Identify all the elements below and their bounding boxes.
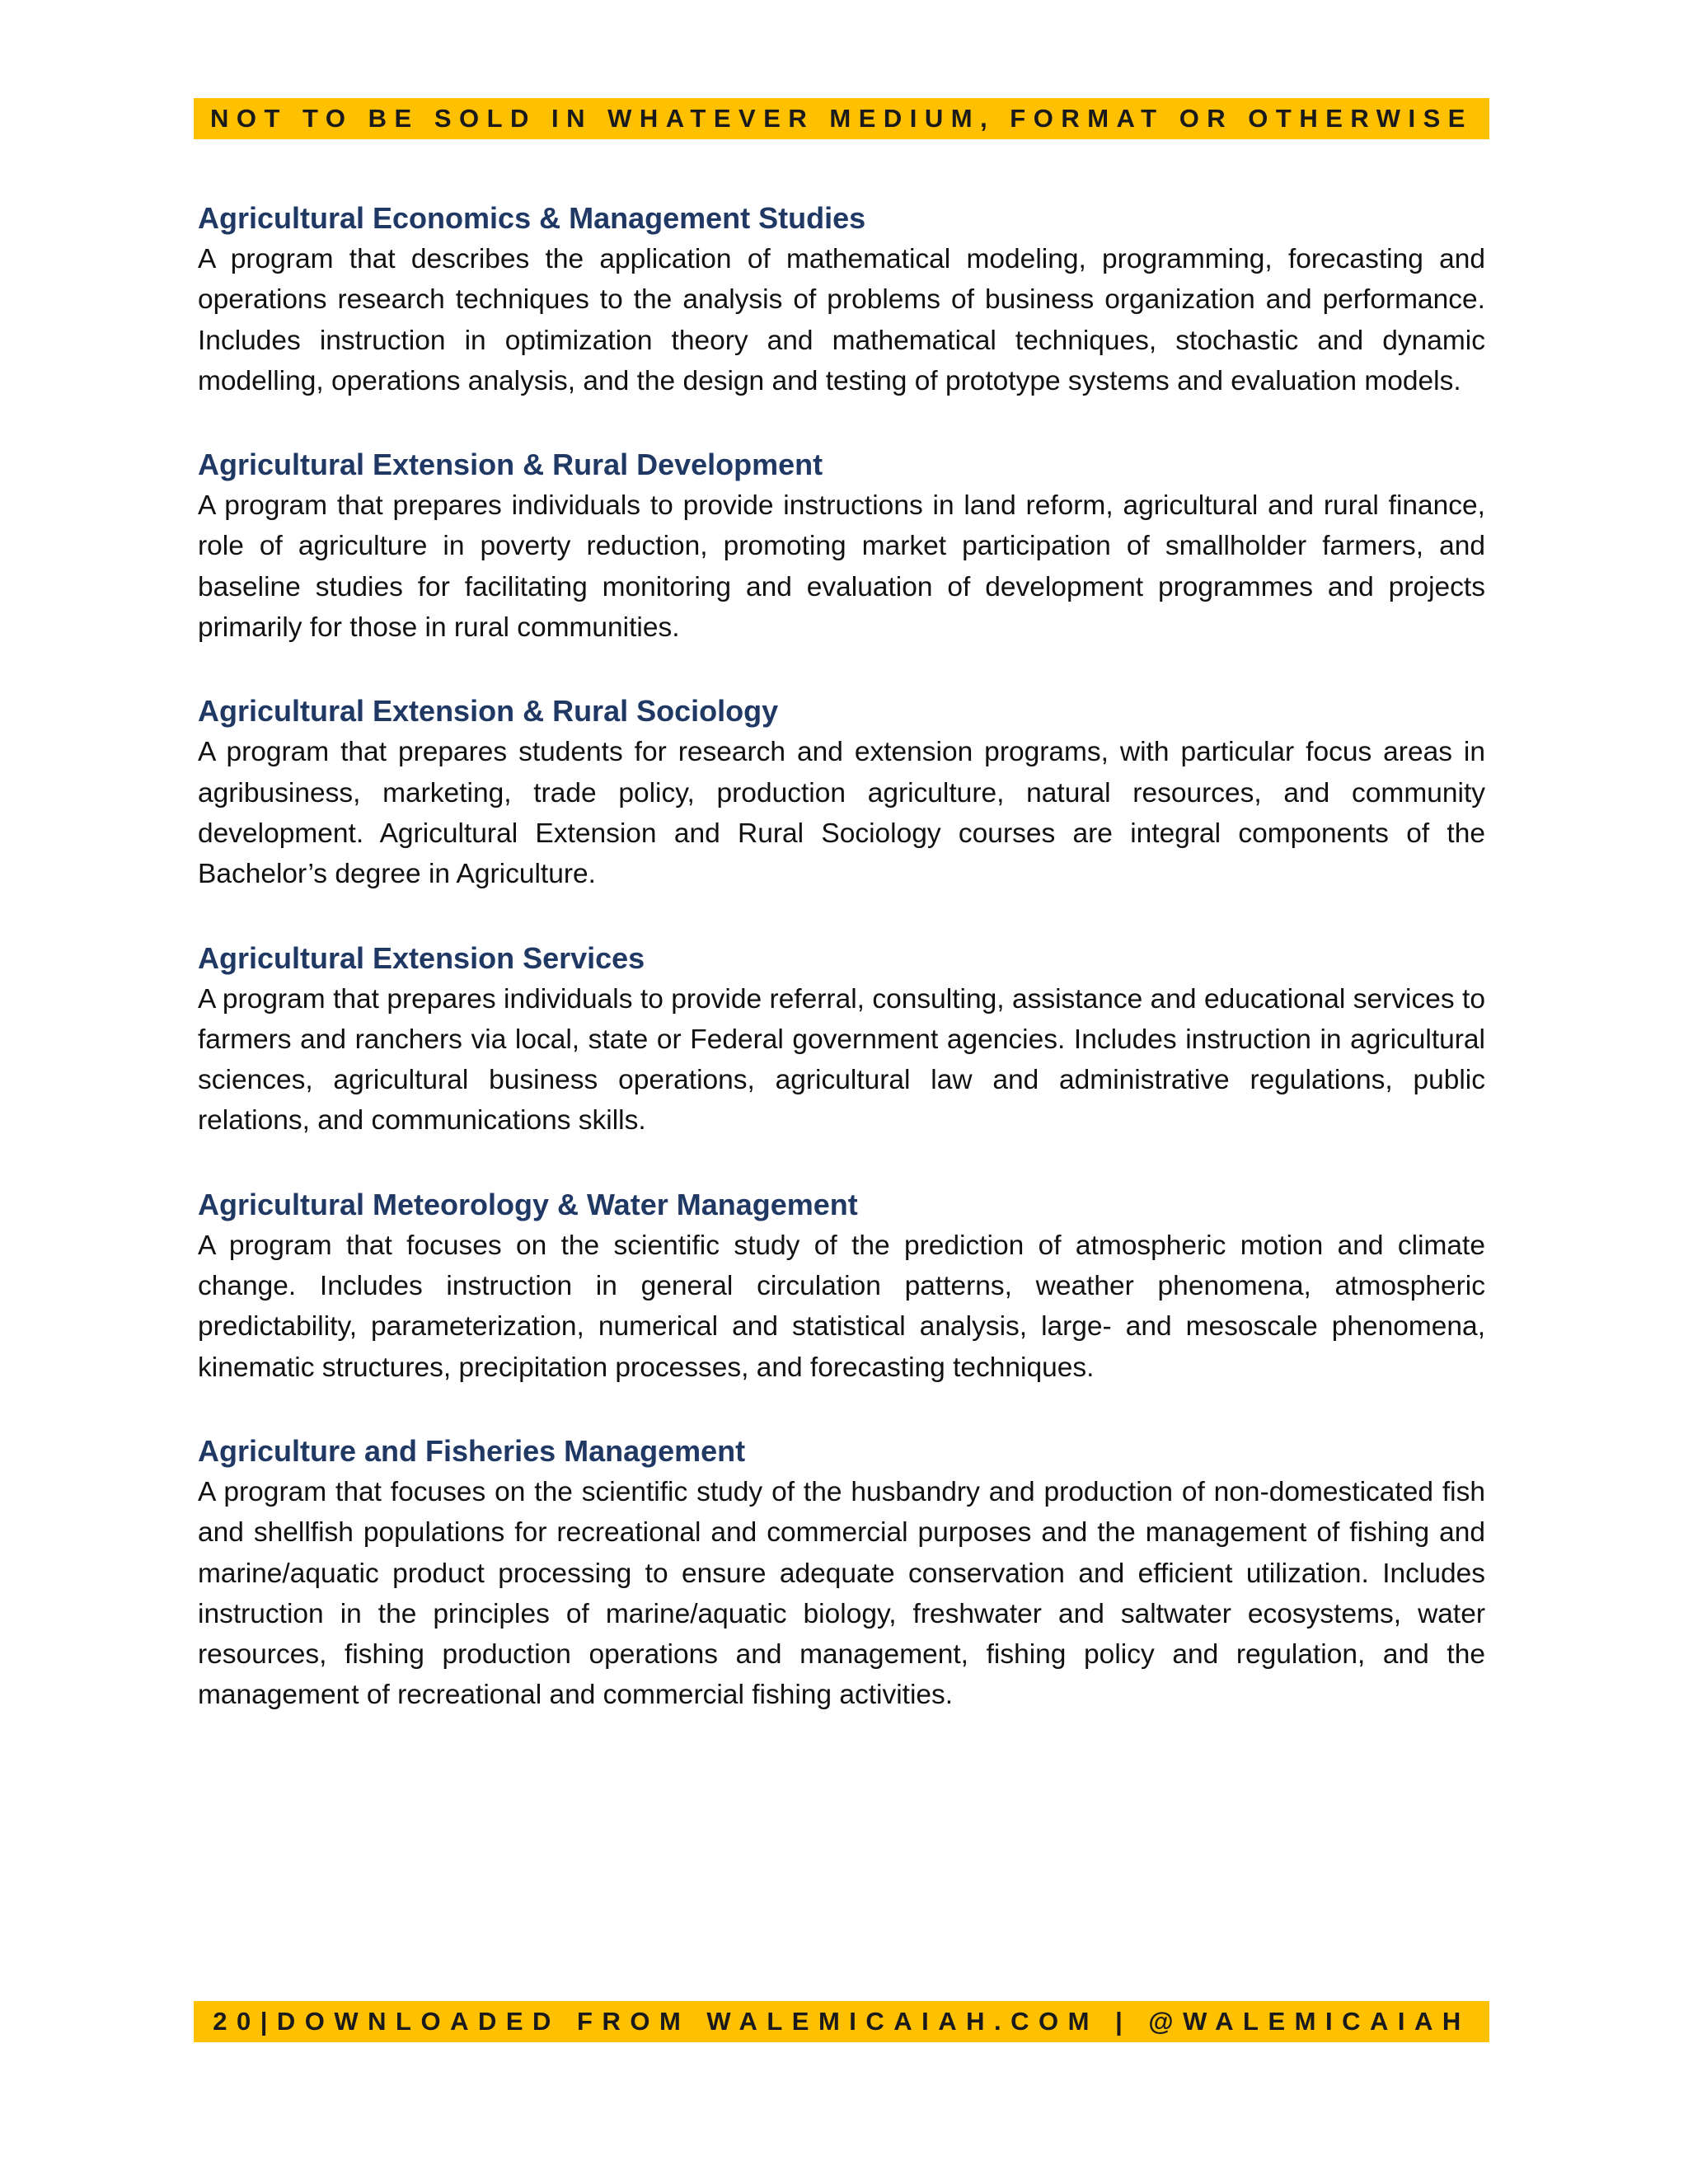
header-banner-text: NOT TO BE SOLD IN WHATEVER MEDIUM, FORMAT OR OTHERWISE bbox=[210, 104, 1473, 133]
program-entry bbox=[198, 691, 1485, 894]
program-description: A program that describes the application of mathematical modeling, programming, forecasting and operations research techniques to the analysis of problems of business organization and performance. Includes instruction in optimization theory and mathematical techniques, stochastic and dynamic modelling, operations analysis, and the design and testing of prototype systems and evaluation models. bbox=[198, 244, 1485, 396]
header-banner bbox=[194, 98, 1489, 139]
document-body bbox=[198, 198, 1485, 1759]
program-title: Agricultural Extension & Rural Sociology bbox=[198, 694, 779, 729]
program-title: Agricultural Economics & Management Studies bbox=[198, 201, 866, 235]
program-entry bbox=[198, 1431, 1485, 1716]
program-title: Agricultural Meteorology & Water Management bbox=[198, 1187, 858, 1221]
program-description: A program that prepares individuals to provide referral, consulting, assistance and educational services to farmers and ranchers via local, state or Federal government agencies. Includes instruction in agricultural sciences, agricultural business operations, agricultural law and administrative regulations, public relations, and communications skills. bbox=[198, 983, 1485, 1137]
program-entry bbox=[198, 938, 1485, 1141]
program-description: A program that prepares students for research and extension programs, with particular focus areas in agribusiness, marketing, trade policy, production agriculture, natural resources, and community development. Agricultural Extension and Rural Sociology courses are integral components of the Bachelor’s degree in Agriculture. bbox=[198, 737, 1485, 890]
program-description: A program that prepares individuals to provide instructions in land reform, agricultural and rural finance, role of agriculture in poverty reduction, promoting market participation of smallholder farmers, and baseline studies for facilitating monitoring and evaluation of development programmes and projects primarily for those in rural communities. bbox=[198, 490, 1485, 644]
program-title: Agricultural Extension Services bbox=[198, 940, 645, 975]
footer-banner bbox=[194, 2001, 1489, 2042]
footer-banner-text: 20|DOWNLOADED FROM WALEMICAIAH.COM | @WALEMICAIAH bbox=[213, 2007, 1470, 2036]
program-entry bbox=[198, 198, 1485, 401]
program-title: Agriculture and Fisheries Management bbox=[198, 1433, 746, 1468]
program-entry bbox=[198, 1184, 1485, 1388]
program-description: A program that focuses on the scientific study of the prediction of atmospheric motion and climate change. Includes instruction in general circulation patterns, weather phenomena, atmospheric predictability, parameterization, numerical and statistical analysis, large- and mesoscale phenomena, kinematic structures, precipitation processes, and forecasting techniques. bbox=[198, 1230, 1485, 1383]
program-description: A program that focuses on the scientific study of the husbandry and production of non-domesticated fish and shellfish populations for recreational and commercial purposes and the management of fishing and marine/aquatic product processing to ensure adequate conservation and efficient utilization. Includes instruction in the principles of marine/aquatic biology, freshwater and saltwater ecosystems, water resources, fishing production operations and management, fishing policy and regulation, and the management of recreational and commercial fishing activities. bbox=[198, 1476, 1485, 1711]
program-entry bbox=[198, 444, 1485, 648]
program-title: Agricultural Extension & Rural Development bbox=[198, 448, 823, 482]
